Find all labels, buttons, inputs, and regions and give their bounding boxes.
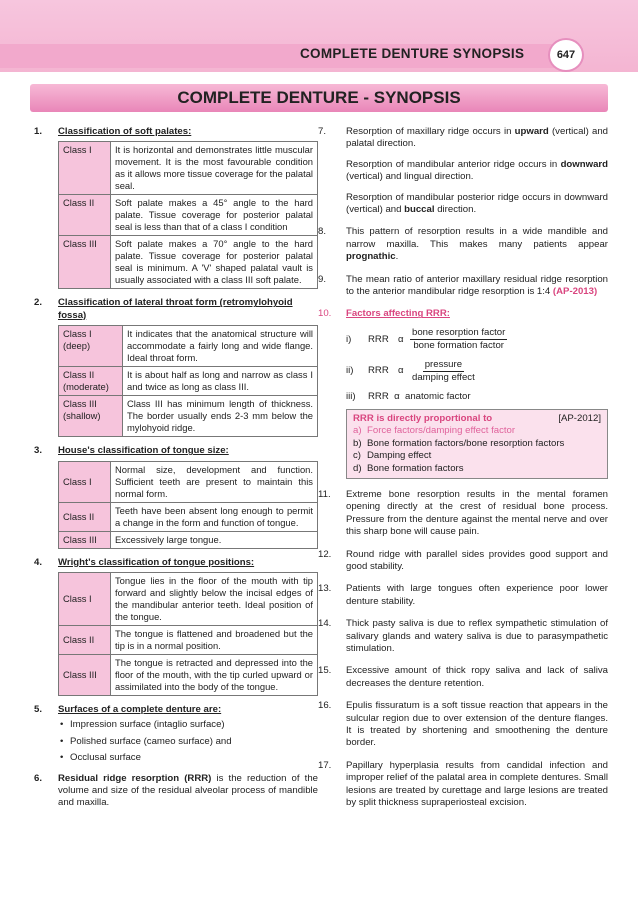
- text: Patients with large tongues often experience poor lower denture stability.: [346, 583, 608, 607]
- header-bar: [0, 0, 638, 72]
- description-cell: Normal size, development and function. Sufficient teeth are present to maintain this normal form.: [111, 461, 318, 502]
- text: Resorption of mandibular anterior ridge occurs in: [346, 158, 561, 170]
- section-soft-palate: [30, 126, 318, 289]
- class-cell: Class II: [59, 195, 111, 236]
- table-row: [59, 236, 318, 289]
- item-7: [318, 126, 608, 216]
- description-cell: It is horizontal and demonstrates little muscular movement. It is the most favourable condition as it allows more tissue coverage for the palatal seal.: [111, 142, 318, 195]
- paragraph: [346, 159, 608, 184]
- table-row: [59, 396, 318, 437]
- option-text: Damping effect: [367, 450, 432, 462]
- item-13: [318, 583, 608, 608]
- item-number: 15.: [318, 665, 332, 677]
- page-number-badge: 647: [548, 38, 584, 72]
- mcq-option: [353, 463, 601, 475]
- numerator: bone resorption factor: [410, 327, 507, 340]
- class-cell: Class I (deep): [59, 326, 123, 367]
- text: Epulis fissuratum is a soft tissue reaction that appears in the sulcular region due to over extension of the denture flanges. It is treated by shortening and smoothening the denture border.: [346, 700, 608, 749]
- table-row: [59, 573, 318, 626]
- class-cell: Class I: [59, 573, 111, 626]
- fraction: [410, 327, 507, 353]
- text: direction.: [434, 204, 477, 216]
- formula-label: ii): [346, 365, 354, 377]
- denominator: damping effect: [412, 372, 475, 384]
- exam-reference: (AP-2013): [552, 286, 598, 298]
- text: Excessive amount of thick ropy saliva and lack of saliva decreases the denture retention.: [346, 665, 608, 689]
- item-number: 4.: [34, 556, 43, 568]
- class-cell: Class III (shallow): [59, 396, 123, 437]
- text: The mean ratio of anterior maxillary residual ridge resorption to the anterior mandibular ridge resorption is 1:4: [346, 273, 608, 298]
- text: Papillary hyperplasia results from candidal infection and improper relief of the palatal area in complete dentures. Small lesions are treated by curettage and large lesions are treated by split thickness supraperiosteal excision.: [346, 759, 608, 809]
- item-number: 6.: [34, 772, 43, 784]
- item-15: [318, 665, 608, 690]
- rrr-definition-text: is the reduction of the volume and size of the residual alveolar process of mandible and maxilla.: [58, 772, 318, 809]
- item-number: 2.: [34, 297, 43, 309]
- emphasis: upward: [514, 126, 549, 137]
- text: .: [395, 251, 399, 263]
- description-cell: It indicates that the anatomical structure will accommodate a fairly long and wide flange. Ideal throat form.: [123, 326, 318, 367]
- table-row: [59, 461, 318, 502]
- paragraph: [346, 126, 608, 151]
- item-number: 17.: [318, 759, 332, 771]
- section-tongue-positions: [30, 557, 318, 696]
- option-letter: b): [353, 437, 362, 449]
- item-14: [318, 618, 608, 655]
- table-row: [59, 626, 318, 655]
- table-row: [59, 142, 318, 195]
- table-row: [59, 531, 318, 548]
- exam-reference: [AP-2012]: [558, 412, 601, 424]
- mcq-box: [346, 409, 608, 479]
- formula-label: iii): [346, 390, 356, 402]
- table-row: [59, 502, 318, 531]
- text: Round ridge with parallel sides provides good support and good stability.: [346, 548, 608, 572]
- item-16: [318, 700, 608, 750]
- formula-label: i): [346, 333, 352, 345]
- denominator: bone formation factor: [413, 340, 504, 352]
- item-10: [318, 308, 608, 478]
- tongue-position-table: [58, 572, 318, 696]
- fraction: [410, 359, 477, 385]
- emphasis: downward: [560, 158, 608, 170]
- option-letter: a): [353, 425, 362, 437]
- option-letter: d): [353, 462, 362, 474]
- surfaces-list: [58, 719, 318, 764]
- description-cell: The tongue is flattened and broadened but the tip is in a normal position.: [111, 626, 318, 655]
- proportional-symbol: α: [398, 333, 404, 345]
- main-title-band: [30, 84, 608, 112]
- text: Thick pasty saliva is due to reflex sympathetic stimulation of salivary glands and watery saliva is due to parasympathetic stimulation.: [346, 618, 608, 654]
- mcq-question: RRR is directly proportional to: [353, 412, 493, 424]
- emphasis: buccal: [404, 204, 435, 216]
- section-heading: Wright's classification of tongue positions:: [58, 556, 255, 568]
- item-11: [318, 489, 608, 539]
- description-cell: The tongue is retracted and depressed into the floor of the mouth, with the tip curled upward or assimilated into the body of the tongue.: [111, 655, 318, 696]
- list-item: • Impression surface (intaglio surface): [58, 719, 318, 731]
- paragraph: [346, 192, 608, 217]
- mcq-option: [353, 450, 601, 462]
- table-row: [59, 195, 318, 236]
- item-number: 14.: [318, 618, 332, 630]
- section-heading: Classification of lateral throat form (retromylohyoid fossa): [58, 297, 293, 321]
- tongue-size-table: [58, 461, 318, 549]
- running-header-title: COMPLETE DENTURE SYNOPSIS: [300, 46, 525, 61]
- text: (vertical) and lingual direction.: [346, 171, 474, 183]
- emphasis: prognathic: [346, 251, 396, 263]
- table-row: [59, 326, 318, 367]
- table-row: [59, 367, 318, 396]
- option-letter: c): [353, 450, 361, 462]
- formula-text: RRR α anatomic factor: [368, 390, 471, 402]
- section-lateral-throat-form: [30, 297, 318, 437]
- rrr-term: Residual ridge resorption (RRR): [58, 772, 212, 784]
- description-cell: Tongue lies in the floor of the mouth with tip forward and slightly below the incisal edges of the mandibular anterior teeth. Ideal position of the tongue.: [111, 573, 318, 626]
- description-cell: Excessively large tongue.: [111, 531, 318, 548]
- table-row: [59, 655, 318, 696]
- item-number: 1.: [34, 126, 43, 137]
- item-8: [318, 226, 608, 263]
- option-text: Bone formation factors: [367, 462, 464, 474]
- section-heading: Surfaces of a complete denture are:: [58, 704, 222, 716]
- description-cell: It is about half as long and narrow as class I and twice as long as class III.: [123, 367, 318, 396]
- section-rrr-definition: [30, 773, 318, 810]
- item-number: 12.: [318, 548, 332, 560]
- main-title: COMPLETE DENTURE - SYNOPSIS: [177, 88, 461, 107]
- mcq-header: [353, 413, 601, 425]
- class-cell: Class II: [59, 502, 111, 531]
- item-number: 10.: [318, 308, 332, 320]
- item-number: 7.: [318, 126, 327, 137]
- section-tongue-size: [30, 445, 318, 548]
- item-number: 9.: [318, 273, 327, 285]
- item-number: 11.: [318, 488, 331, 500]
- option-text: Force factors/damping effect factor: [367, 425, 516, 437]
- right-column: [318, 126, 608, 819]
- section-heading: Factors affecting RRR:: [346, 308, 450, 320]
- section-denture-surfaces: [30, 704, 318, 765]
- text: Extreme bone resorption results in the mental foramen opening directly at the crest of residual bone process. Pressure from the denture against the mental nerve and over this sharp bone will cause pain.: [346, 488, 608, 538]
- item-12: [318, 549, 608, 574]
- numerator: pressure: [423, 359, 464, 372]
- mcq-option: [353, 438, 601, 450]
- class-cell: Class I: [59, 142, 111, 195]
- description-cell: Class III has minimum length of thickness. The border usually ends 2-3 mm below the mylohyoid ridge.: [123, 396, 318, 437]
- formula-3: [346, 391, 608, 403]
- description-cell: Soft palate makes a 70° angle to the hard palate. Tissue coverage for posterior palatal seal is minimum. A 'V' shaped palatal vault is usually associated with a class III soft palate.: [111, 236, 318, 289]
- formula-term: RRR: [368, 333, 389, 345]
- text: This pattern of resorption results in a wide mandible and narrow maxilla. This makes many patients appear: [346, 226, 608, 250]
- formula-term: RRR: [368, 365, 389, 377]
- formula-1: [346, 327, 608, 353]
- mcq-option: [353, 425, 601, 437]
- item-number: 5.: [34, 704, 43, 716]
- option-text: Bone formation factors/bone resorption factors: [367, 437, 565, 449]
- left-column: [30, 126, 318, 818]
- class-cell: Class III: [59, 531, 111, 548]
- soft-palate-table: [58, 141, 318, 289]
- class-cell: Class III: [59, 236, 111, 289]
- class-cell: Class III: [59, 655, 111, 696]
- section-heading: House's classification of tongue size:: [58, 445, 229, 457]
- list-item: • Polished surface (cameo surface) and: [58, 736, 318, 748]
- item-number: 8.: [318, 226, 327, 238]
- class-cell: Class I: [59, 461, 111, 502]
- text: Resorption of mandibular posterior ridge occurs in downward (vertical) and: [346, 191, 608, 216]
- description-cell: Soft palate makes a 45° angle to the hard palate. Tissue coverage for posterior palatal seal is less than that of a class I condition: [111, 195, 318, 236]
- item-17: [318, 760, 608, 810]
- item-number: 13.: [318, 583, 332, 595]
- section-heading: Classification of soft palates:: [58, 126, 192, 137]
- class-cell: Class II: [59, 626, 111, 655]
- class-cell: Class II (moderate): [59, 367, 123, 396]
- item-number: 3.: [34, 445, 43, 457]
- description-cell: Teeth have been absent long enough to permit a change in the form and function of tongue.: [111, 502, 318, 531]
- item-9: [318, 274, 608, 299]
- item-number: 16.: [318, 700, 332, 712]
- text: Resorption of maxillary ridge occurs in: [346, 126, 515, 137]
- formula-2: [346, 359, 608, 385]
- list-item: • Occlusal surface: [58, 752, 318, 764]
- proportional-symbol: α: [398, 365, 404, 377]
- text: (vertical) and palatal direction.: [346, 126, 608, 150]
- throat-form-table: [58, 325, 318, 437]
